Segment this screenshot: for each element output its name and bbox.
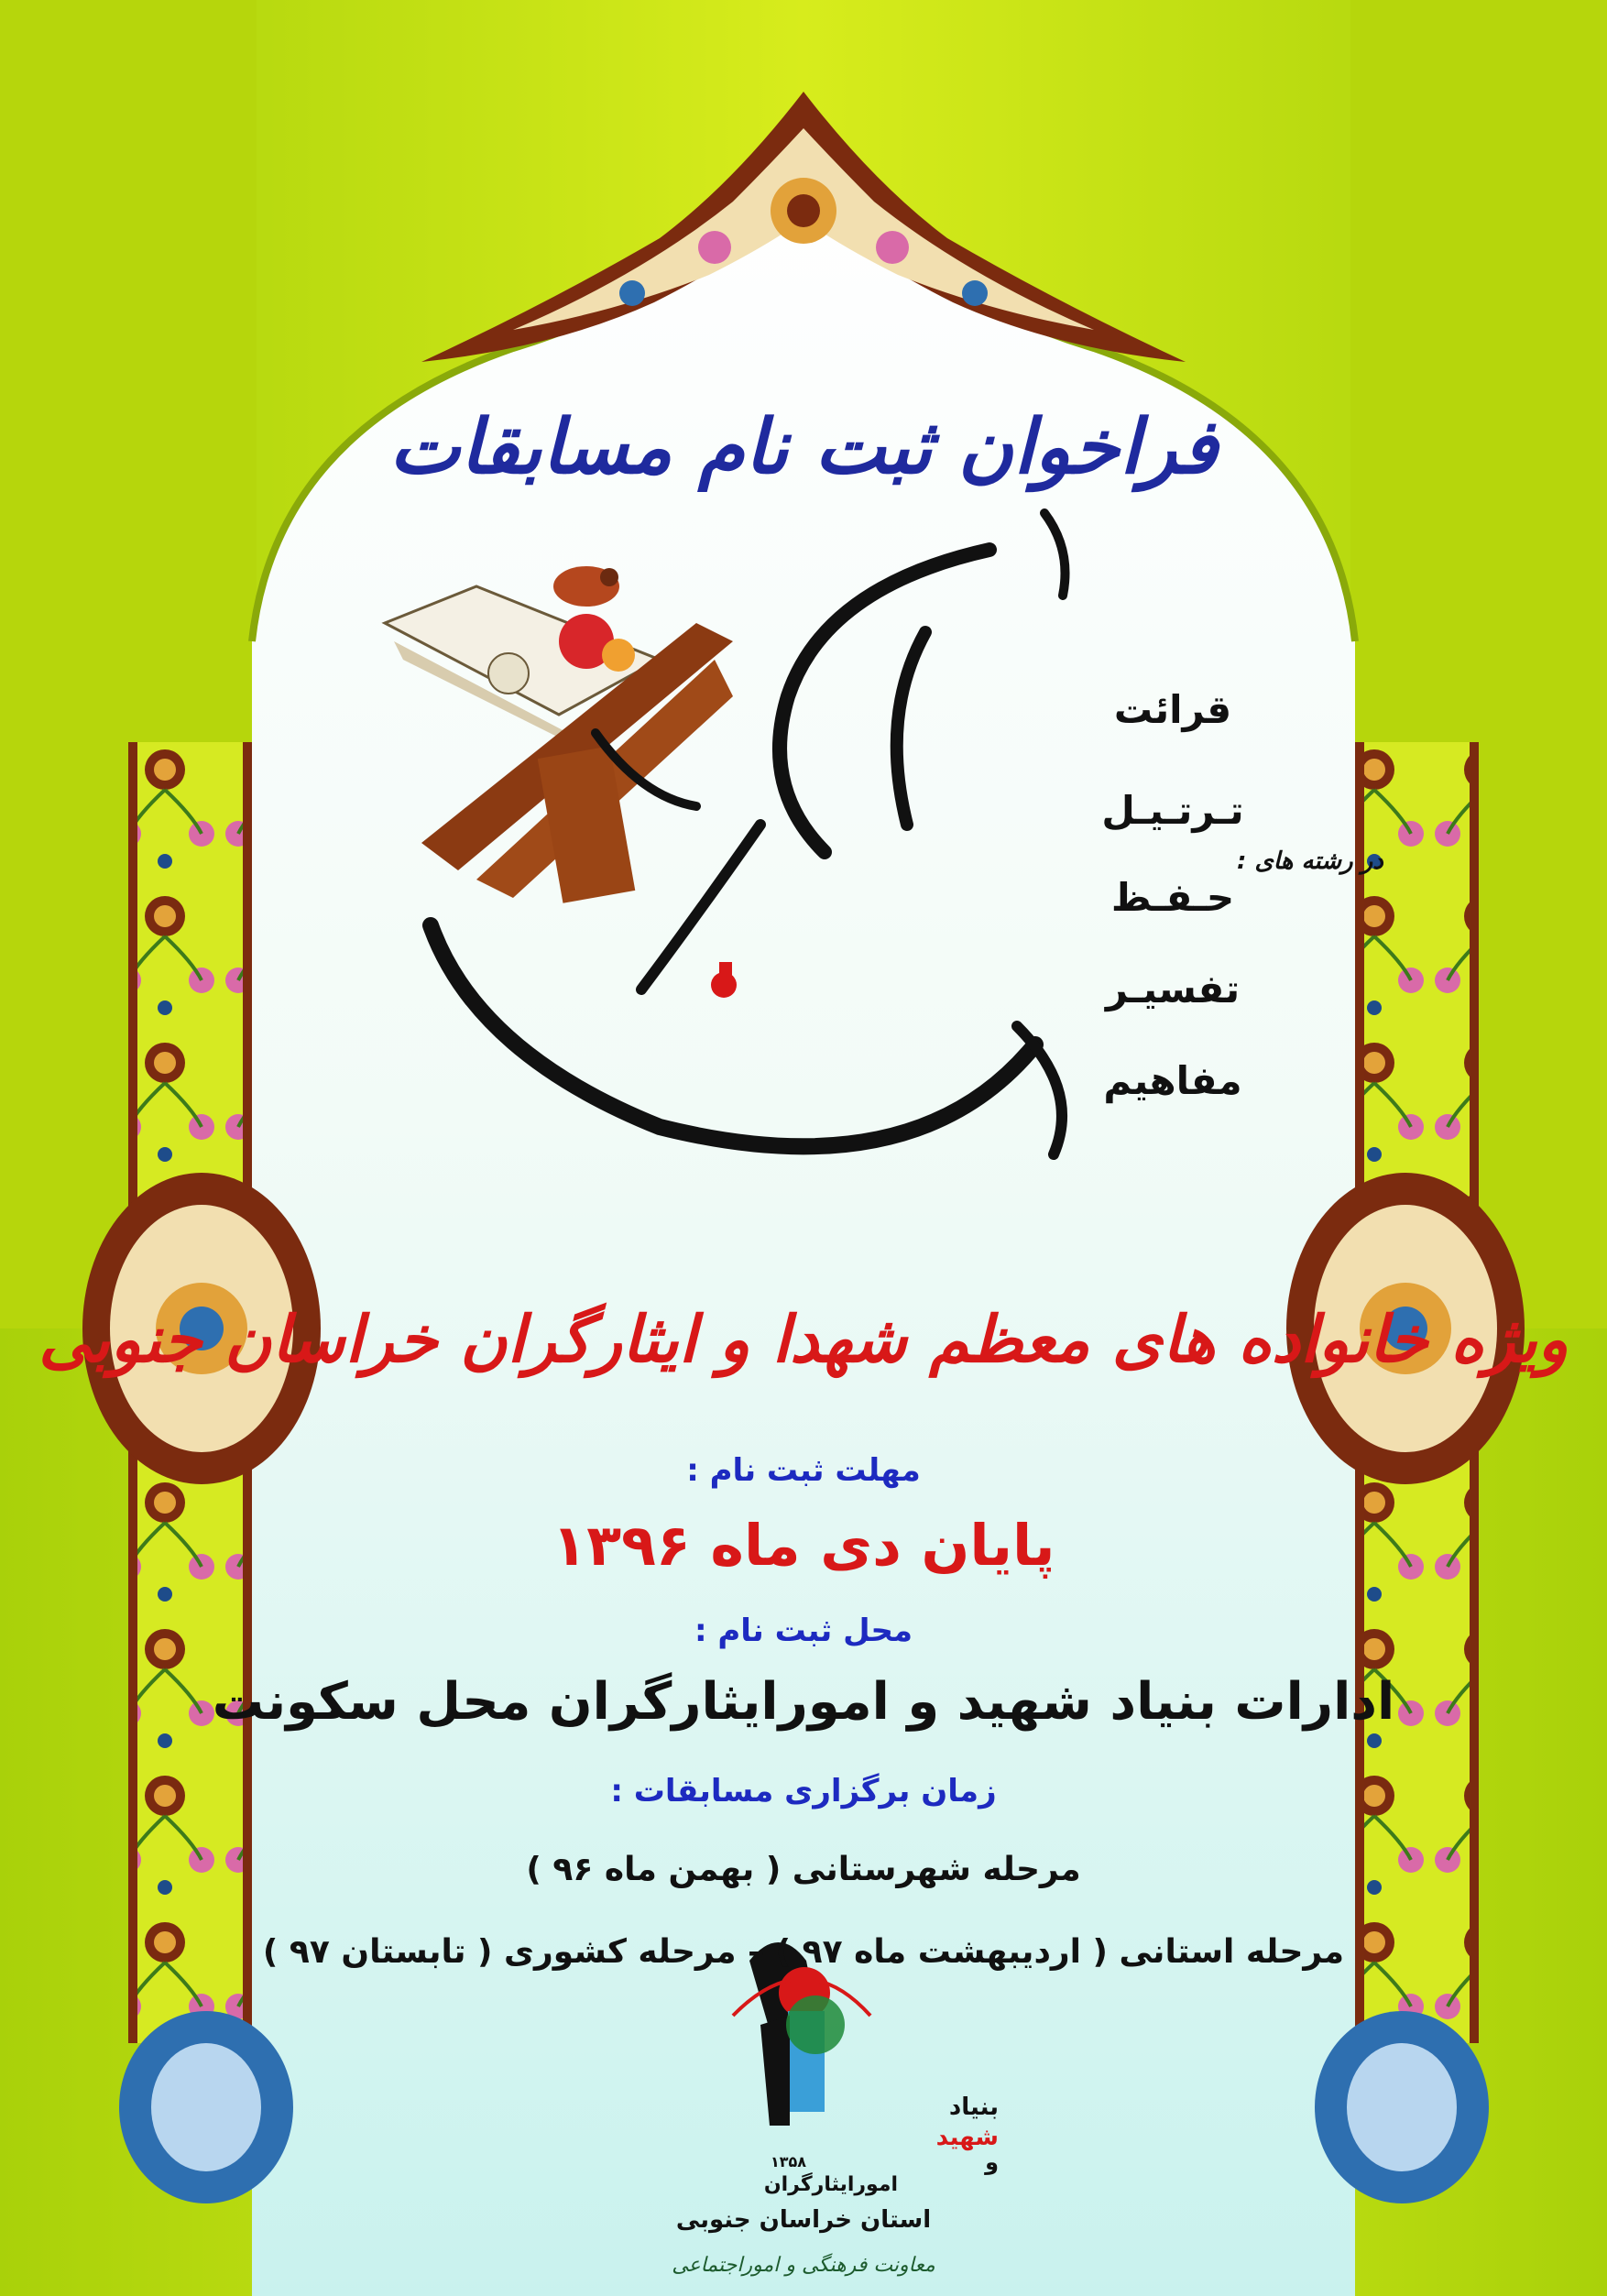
schedule-line-1: مرحله شهرستانی ( بهمن ماه ۹۶ ) <box>526 1851 1081 1888</box>
logo-line-1: بنیاد <box>948 2094 999 2121</box>
logo-line-3: و <box>985 2149 999 2175</box>
logo-department: معاونت فرهنگی و اموراجتماعی <box>672 2254 935 2277</box>
logo-line-2: شهید <box>935 2124 999 2151</box>
page-title: فراخوان ثبت نام مسابقات <box>388 403 1219 491</box>
subtitle: ویژه خانواده های معظم شهدا و ایثارگران خراسان جنوبی <box>38 1301 1569 1377</box>
deadline-value: پایان دی ماه ۱۳۹۶ <box>552 1512 1055 1579</box>
logo-province: استان خراسان جنوبی <box>675 2206 932 2234</box>
field-qaraat: قرائت <box>1113 687 1232 732</box>
field-mafahim: مفاهیم <box>1103 1058 1242 1103</box>
location-value: ادارات بنیاد شهید و امورایثارگران محل سکونت <box>212 1672 1395 1732</box>
field-tartil: تـرتـیـل <box>1101 788 1244 833</box>
logo-year: ۱۳۵۸ <box>770 2153 806 2170</box>
field-tafsir: تفسیـر <box>1105 967 1241 1011</box>
fields-label: در رشته های : <box>1237 847 1383 875</box>
location-label: محل ثبت نام : <box>694 1613 913 1649</box>
deadline-label: مهلت ثبت نام : <box>686 1452 921 1489</box>
schedule-label: زمان برگزاری مسابقات : <box>610 1773 997 1809</box>
schedule-line-2: مرحله استانی ( اردیبهشت ماه ۹۷ ) – مرحله کشوری ( تابستان ۹۷ ) <box>262 1933 1345 1971</box>
field-hefz: حـفـظ <box>1110 875 1235 920</box>
logo-line-4: امورایثارگران <box>763 2173 898 2196</box>
